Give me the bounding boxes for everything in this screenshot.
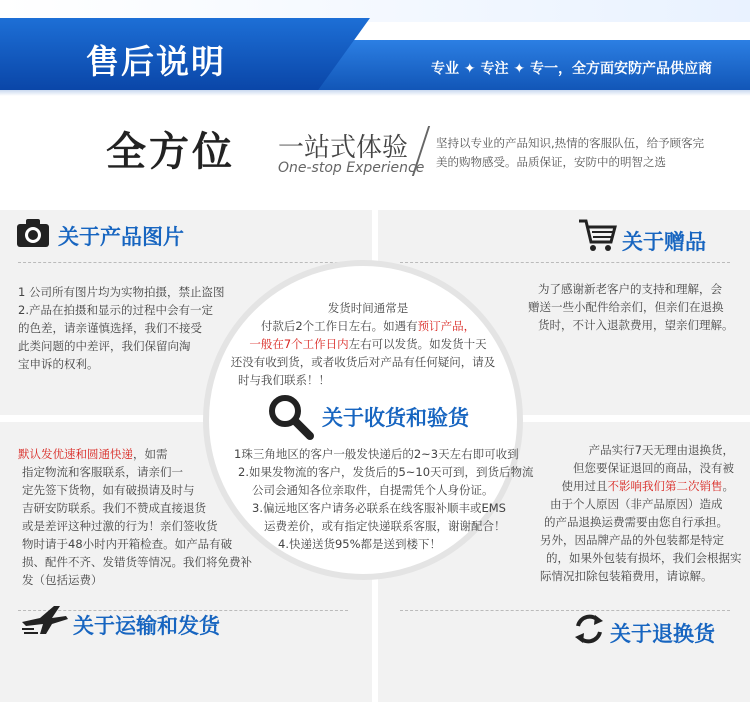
text-line: 的，如果外包装有损坏，我们会根据实 [546, 551, 742, 565]
photo-text [18, 283, 224, 373]
text-line: 宝申诉的权利。 [18, 357, 99, 371]
text-segment: ，如需 [133, 447, 168, 461]
text-segment: 。 [722, 479, 734, 493]
text-line: 赠送一些小配件给亲们，但亲们在退换 [528, 300, 724, 314]
text-line [18, 445, 252, 463]
airplane-icon [20, 602, 70, 640]
text-line: 指定物流和客服联系，请亲们一 [22, 465, 183, 479]
text-line: 但您要保证退回的商品，没有被 [573, 461, 734, 475]
text-line: 2.产品在拍摄和显示的过程中会有一定 [18, 303, 213, 317]
text-line [238, 317, 498, 335]
highlight-text: 不影响我们第二次销售 [607, 479, 723, 493]
receipt-text [234, 445, 534, 553]
shipping-text [18, 445, 252, 589]
text-line: 4.快递送货95%都是送到楼下！ [278, 537, 442, 551]
text-line: 时与我们联系！！ [238, 373, 330, 387]
magnifier-icon [266, 392, 314, 444]
returns-title: 关于退换货 [610, 622, 715, 646]
camera-icon [16, 218, 50, 252]
highlight-text: 预订产品， [417, 319, 476, 333]
text-line: 为了感谢新老客户的支持和理解，会 [538, 282, 722, 296]
refresh-icon [572, 612, 606, 650]
header-shadow [0, 90, 750, 96]
highlight-text: 一般在7个工作日内 [249, 337, 349, 351]
text-line: 发货时间通常是 [327, 301, 409, 315]
text-line: 3.偏远地区客户请务必联系在线客服补顺丰或EMS [252, 501, 506, 515]
photo-title: 关于产品图片 [58, 225, 184, 249]
text-line: 的产品退换运费需要由您自行承担。 [544, 515, 728, 529]
text-line: 1珠三角地区的客户一般发快递后的2~3天左右即可收到 [234, 447, 519, 461]
banner-big-title: 全方位 [106, 129, 235, 175]
banner-english-title: One-stop Experience [278, 160, 425, 176]
text-line: 物时请于48小时内开箱检查。如产品有破 [22, 537, 233, 551]
text-line: 产品实行7天无理由退换货， [588, 443, 734, 457]
text-line: 或是差评这种过激的行为！亲们签收货 [22, 519, 218, 533]
receipt-title: 关于收货和验货 [322, 406, 469, 430]
text-line: 2.如果发物流的客户，发货后的5~10天可到，到货后物流 [238, 465, 534, 479]
text-line: 损、配件不齐、发错货等情况。我们将免费补 [22, 555, 252, 569]
text-segment: 付款后2个工作日左右。如遇有 [260, 319, 418, 333]
text-line: 另外，因品牌产品的外包装都是特定 [540, 533, 724, 547]
text-line: 际情况扣除包装箱费用，请谅解。 [540, 569, 713, 583]
shopping-cart-icon [578, 218, 618, 256]
text-segment: 使用过且 [561, 479, 608, 493]
text-line [508, 477, 734, 495]
text-line: 还没有收到货，或者收货后对产品有任何疑问，请及 [230, 355, 496, 369]
banner-description: 坚持以专业的产品知识,热情的客服队伍，给予顾客完美的购物感受。品质保证，安防中的明智之选 [436, 136, 705, 169]
gift-text [528, 280, 734, 334]
highlight-text: 默认发优速和圆通快递 [18, 447, 133, 461]
text-segment: 左右可以发货。如发货十天 [348, 337, 487, 351]
text-line: 的色差，请亲谨慎选择，我们不接受 [18, 321, 202, 335]
text-line: 货时，不计入退款费用，望亲们理解。 [538, 318, 734, 332]
header-slogan: 专业 ✦ 专注 ✦ 专一，全方面安防产品供应商 [431, 61, 712, 77]
shipping-title: 关于运输和发货 [73, 614, 220, 638]
text-line: 吉研安防联系。我们不赞成直接退货 [22, 501, 206, 515]
text-line: 此类问题的中差评，我们保留向淘 [18, 339, 191, 353]
returns-text-2 [540, 495, 742, 585]
text-line: 1 公司所有图片均为实物拍摄，禁止盗图 [18, 285, 225, 299]
divider [400, 262, 730, 263]
header [0, 0, 750, 95]
text-line: 由于个人原因（非产品原因）造成 [550, 497, 723, 511]
page-title: 售后说明 [86, 42, 226, 81]
banner-mid-title: 一站式体验 [278, 133, 409, 163]
returns-text [508, 441, 734, 495]
delivery-text [230, 299, 498, 389]
text-line: 发（包括运费） [22, 573, 103, 587]
divider [18, 262, 348, 263]
text-line: 运费差价，或有指定快递联系客服，谢谢配合！ [264, 519, 506, 533]
text-line: 公司会通知各位亲取件，自提需凭个人身份证。 [252, 483, 494, 497]
text-line [238, 335, 498, 353]
text-line: 定先签下货物，如有破损请及时与 [22, 483, 195, 497]
divider [400, 610, 730, 611]
gift-title: 关于赠品 [622, 230, 706, 254]
